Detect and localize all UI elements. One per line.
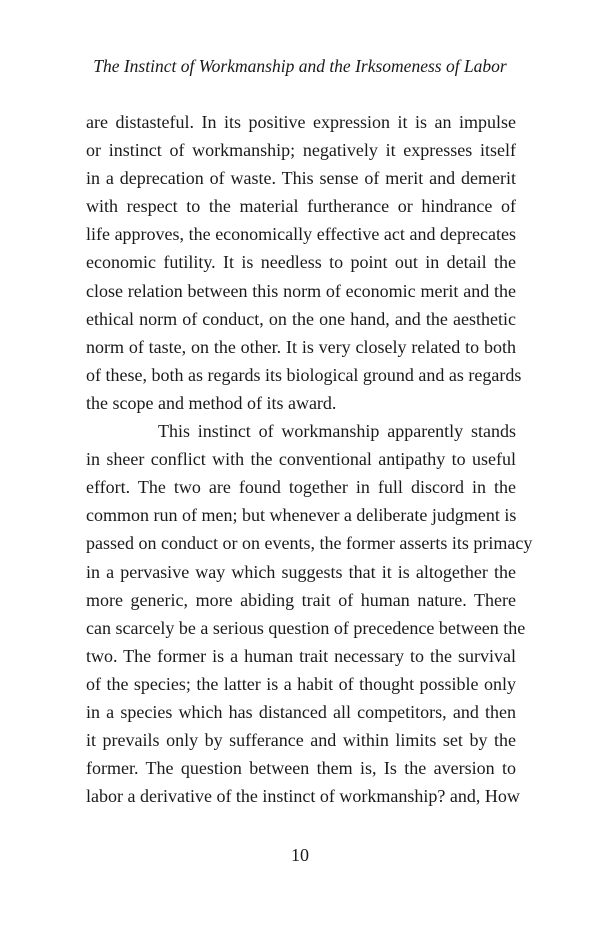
text-line: in sheer conflict with the conventional antipathy to useful (86, 449, 516, 470)
page-number: 10 (291, 845, 309, 865)
text-line: two. The former is a human trait necessary to the survival (86, 645, 516, 666)
text-line: it prevails only by sufferance and within limits set by the (86, 730, 516, 751)
text-line: in a species which has distanced all competitors, and then (86, 701, 516, 722)
text-line: in a deprecation of waste. This sense of merit and demerit (86, 168, 516, 189)
body-text (86, 108, 533, 810)
text-line: This instinct of workmanship apparently stands (158, 421, 516, 442)
text-line: are distasteful. In its positive expression it is an impulse (86, 112, 516, 132)
text-line: of these, both as regards its biological ground and as regards (86, 364, 522, 385)
text-line: ethical norm of conduct, on the one hand, and the aesthetic (86, 308, 516, 329)
text-line: of the species; the latter is a habit of thought possible only (86, 673, 516, 694)
text-line: close relation between this norm of economic merit and the (86, 280, 516, 301)
text-line: passed on conduct or on events, the former asserts its primacy (86, 533, 533, 554)
text-line: in a pervasive way which suggests that it is altogether the (86, 561, 516, 582)
text-line: or instinct of workmanship; negatively it expresses itself (86, 140, 516, 161)
text-line: more generic, more abiding trait of human nature. There (86, 589, 516, 610)
text-line: labor a derivative of the instinct of workmanship? and, How (86, 786, 520, 807)
text-line: can scarcely be a serious question of precedence between the (86, 617, 526, 638)
running-head: The Instinct of Workmanship and the Irksomeness of Labor (93, 56, 507, 76)
text-line: with respect to the material furtherance or hindrance of (86, 196, 516, 217)
text-line: common run of men; but whenever a deliberate judgment is (86, 505, 517, 526)
text-line: the scope and method of its award. (86, 392, 337, 413)
text-line: economic futility. It is needless to point out in detail the (86, 252, 516, 273)
text-line: life approves, the economically effective act and deprecates (86, 224, 516, 245)
text-line: norm of taste, on the other. It is very closely related to both (86, 336, 516, 357)
text-line: former. The question between them is, Is the aversion to (86, 758, 516, 779)
text-line: effort. The two are found together in full discord in the (86, 477, 516, 498)
